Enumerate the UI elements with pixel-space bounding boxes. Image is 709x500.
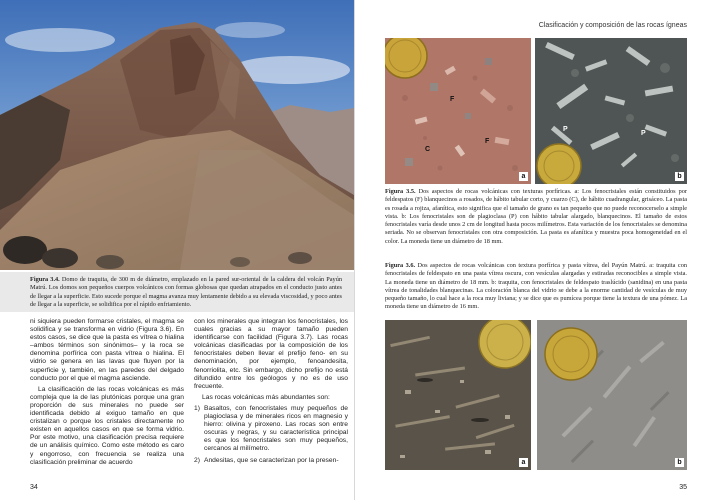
list-item-text: Andesitas, que se caracterizan por la presen- (204, 456, 339, 464)
text-column-2 (194, 318, 348, 484)
paragraph: La clasificación de las rocas volcánicas es más compleja que la de las plutónicas porque una gran proporción de sus minerales no puede ser identificada debido al exiguo tamaño en que cristalizan o porque los cristales directamente no existen en aquellos casos en que se forma vidrio. Por este motivo, una clasificación precisa requiere de un análisis químico. Como este método es caro y engorroso, con frecuencia se realiza una clasificación preliminar de acuerdo (30, 385, 184, 466)
porphyritic-rock-pink-image (385, 38, 531, 184)
porphyritic-rock-plagioclase-image (535, 38, 687, 184)
mineral-label-plagioclase: P (641, 130, 646, 137)
paragraph: ni siquiera pueden formarse cristales, el magma se solidifica y se transforma en vidrio (Figura 3.6). En estos casos, se dice que la pasta es vítrea o hialina –ambos términos son sinónimos– y la roca se denomina porfírica con pasta vítrea o hialina. El vidrio se genera en las lavas que fluyen por la superficie y, también, en las paredes del delgado conducto por el que el magma asciende. (30, 318, 184, 382)
figure-3-5-caption (385, 188, 687, 246)
panel-letter-a: a (519, 172, 528, 181)
body-text-columns (30, 318, 348, 484)
figure-3-5-label: Figura 3.5. (385, 188, 416, 195)
panel-letter-b: b (675, 172, 684, 181)
figure-3-5a-photo (385, 38, 531, 184)
list-item-text: Basaltos, con fenocristales muy pequeños de plagioclasa y de minerales ricos en magnesio y hierro: olivina y piroxeno. Las rocas son entre oscuras y negras, y su característica principal es que los fenocristales son muy pequeños, cercanos al milímetro. (204, 404, 348, 453)
figure-3-4-caption (30, 276, 342, 309)
paragraph: Las rocas volcánicas más abundantes son: (202, 393, 330, 401)
panel-letter-b: b (675, 458, 684, 467)
figure-3-4-caption-box (0, 272, 354, 312)
figure-3-6-label: Figura 3.6. (385, 262, 416, 269)
right-page (354, 0, 709, 500)
list-number: 2) (194, 456, 200, 464)
mineral-label-plagioclase: P (563, 126, 568, 133)
mineral-label-quartz: C (425, 146, 431, 153)
figure-3-4-text: Domo de traquita, de 300 m de diámetro, emplazado en la pared sur-oriental de la caldera del volcán Payún Matrú. Los domos son pequeños cuerpos volcánicos con formas globosas que quedan atrapados en el conducto justo antes de llegar a la superficie. Esto sucede porque el magma avanza muy lentamente debido a su elevada viscosidad, y poco antes de llegar a la superficie, se solidifica por el rápido enfriamiento. (30, 276, 342, 308)
page-number: 34 (30, 484, 38, 491)
volcanic-rock-list (194, 405, 348, 465)
paragraph: con los minerales que integran los fenocristales, los cuales gracias a su mayor tamaño pueden identificarse con facilidad (Figura 3.7). Las rocas volcánicas clasificadas por la composición de los fenocristales deben llevar el prefijo feno- en su denominación, por ejemplo, fenoandesita, fenorriolita, etc. Sin embargo, dicho prefijo no está difundido entre los geólogos y no es de uso frecuente. (194, 318, 348, 390)
list-item (194, 457, 348, 465)
trachyte-dark-glassy-image (385, 320, 531, 470)
list-number: 1) (194, 404, 200, 412)
trachyte-pumiceous-image (537, 320, 687, 470)
mineral-label-feldspar: F (485, 138, 490, 145)
figure-3-5b-photo (535, 38, 687, 184)
running-head: Clasificación y composición de las rocas ígneas (538, 22, 687, 29)
panel-letter-a: a (519, 458, 528, 467)
mineral-label-feldspar: F (450, 96, 455, 103)
page-number: 35 (679, 484, 687, 491)
text-column-1 (30, 318, 184, 484)
figure-3-5-text: Dos aspectos de rocas volcánicas con texturas porfíricas. a: Los fenocristales están constituidos por feldespatos (F) blanquecinos a rosados, de hábito tabular corto, y cuarzo (C), de hábito cuadrangular, grisáceo. La pasta es rosada a rojiza, afanítica, esto significa que el tamaño de grano es tan pequeño que no puede reconocerselo a simple vista. b: Los fenocristales son de plagioclasa (P) con hábito tabular alargado, blanquecinos. El tamaño de estos fenocristales varía desde unos 2 cm de longitud hasta pocos milímetros. Esta variación de los fenocristales se denomina seriada. No se observan fenocristales con otra composición. La pasta es afanítica y muestra poca homogeneidad en el color. La moneda tiene un diámetro de 18 mm. (385, 188, 687, 245)
figure-3-4-label: Figura 3.4. (30, 276, 60, 283)
figure-3-6b-photo (537, 320, 687, 470)
list-item (194, 405, 348, 454)
figure-3-6-text: Dos aspectos de rocas volcánicas con textura porfírica y pasta vítrea, del Payún Matrú. a: traquita con fenocristales de feldespato en una pasta vítrea oscura, con vesículas alargadas y estiradas reconocibles a simple vista. La moneda tiene un diámetro de 18 mm. b: traquita, con fenocristales de feldespato traslúcido (sanidina) en una pasta vítrea de tonalidades blanquecinas. La coloración blanca del vidrio se debe a la enorme cantidad de vesículas de muy pequeño tamaño, lo cual hace a la roca muy liviana; y se dice que es pumícea porque tiene la textura de una pómez. La moneda tiene un diámetro de 16 mm. (385, 262, 687, 311)
volcanic-dome-landscape (0, 0, 354, 270)
figure-3-6-caption (385, 262, 687, 312)
left-page (0, 0, 354, 500)
trachyte-dome-photo (0, 0, 354, 270)
figure-3-6a-photo (385, 320, 531, 470)
